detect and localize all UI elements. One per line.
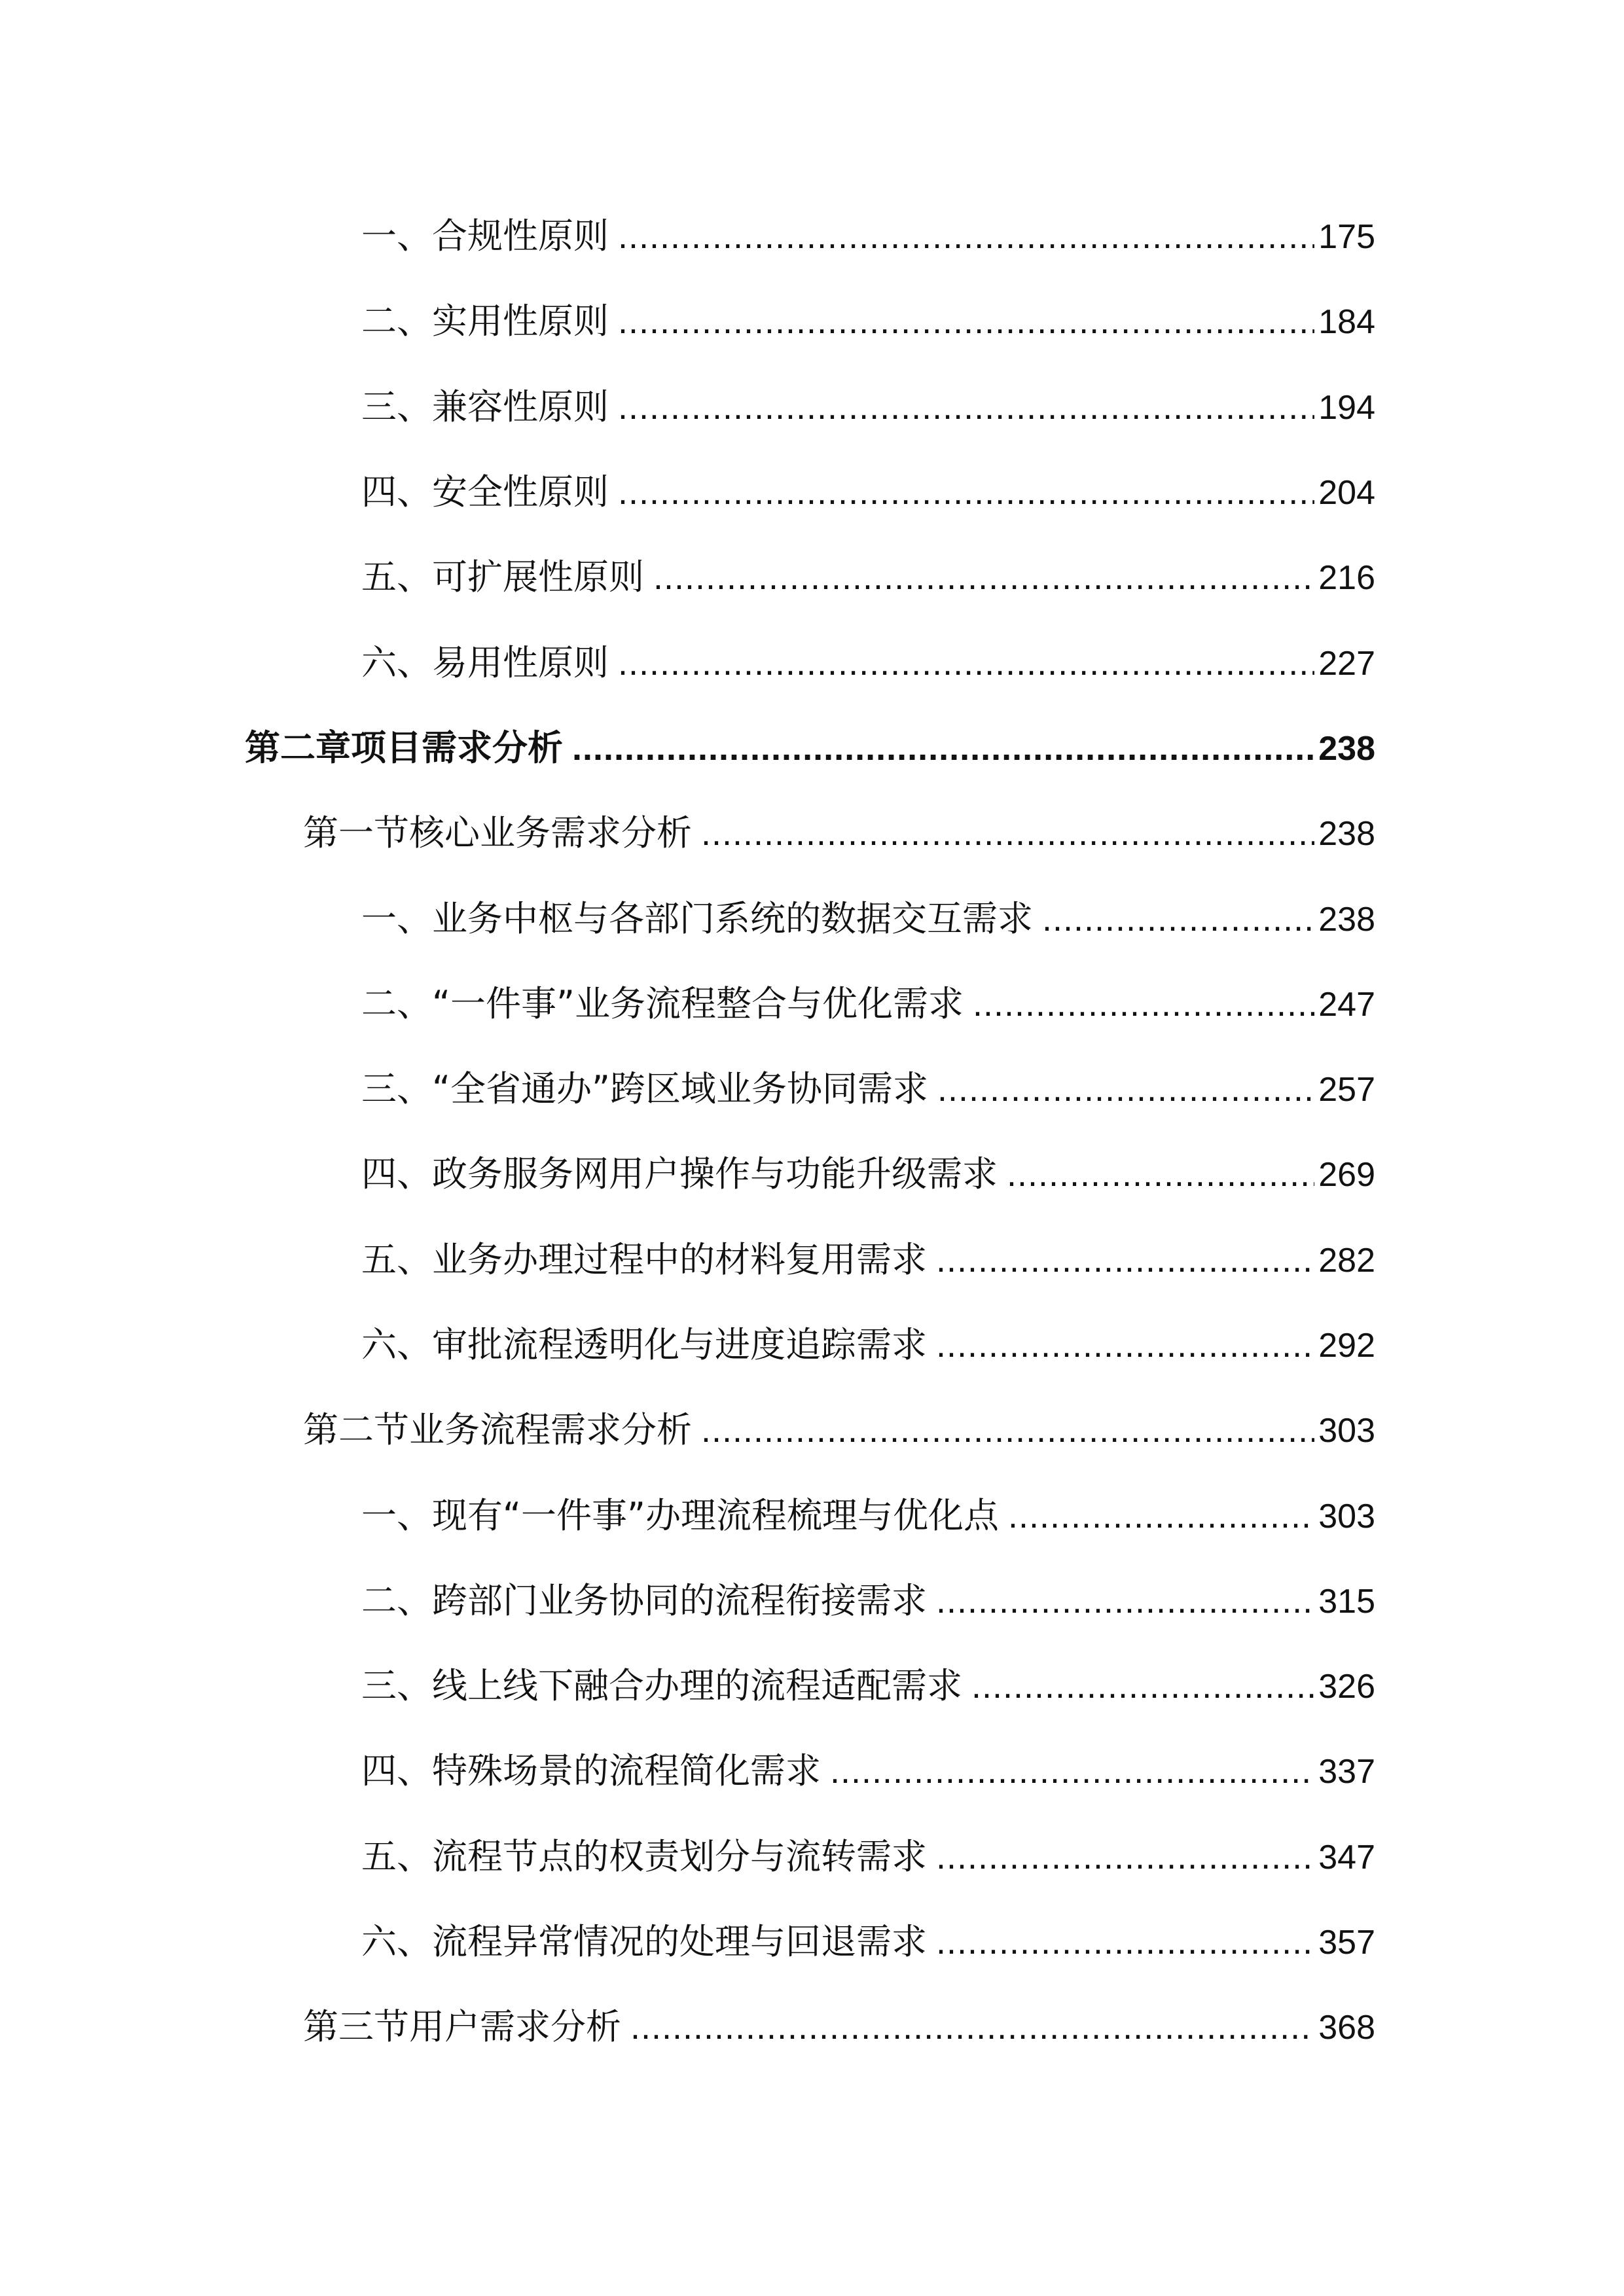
toc-dot-leader bbox=[971, 1668, 1314, 1704]
toc-entry-title: 一、业务中枢与各部门系统的数据交互需求 bbox=[361, 897, 1033, 939]
toc-entry-title: 六、流程异常情况的处理与回退需求 bbox=[361, 1921, 927, 1963]
toc-entry-line bbox=[361, 1153, 1375, 1195]
toc-entry-line bbox=[361, 1068, 1375, 1110]
toc-entry-page-number: 238 bbox=[1318, 900, 1375, 939]
toc-entry-title: 五、流程节点的权责划分与流转需求 bbox=[361, 1835, 927, 1877]
toc-entry-page-number: 204 bbox=[1318, 474, 1375, 512]
toc-entry-page-number: 257 bbox=[1318, 1071, 1375, 1109]
toc-entry-line bbox=[361, 1324, 1375, 1365]
toc-entry-title: 一、现有“一件事”办理流程梳理与优化点 bbox=[361, 1494, 999, 1536]
toc-entry-line bbox=[361, 641, 1375, 683]
toc-entry-title: 四、安全性原则 bbox=[361, 471, 609, 513]
toc-entry[interactable] bbox=[0, 1473, 1624, 1558]
toc-entry-title: 第二章项目需求分析 bbox=[245, 726, 563, 768]
toc-entry-title: 五、可扩展性原则 bbox=[361, 556, 644, 598]
toc-dot-leader bbox=[1007, 1157, 1314, 1192]
toc-entry[interactable] bbox=[0, 961, 1624, 1047]
toc-dot-leader bbox=[701, 1412, 1314, 1448]
toc-entry-title: 三、兼容性原则 bbox=[361, 386, 609, 427]
toc-entry-page-number: 184 bbox=[1318, 303, 1375, 342]
toc-entry[interactable] bbox=[0, 1899, 1624, 1984]
toc-dot-leader bbox=[936, 1583, 1314, 1619]
toc-entry-page-number: 194 bbox=[1318, 388, 1375, 427]
toc-entry[interactable] bbox=[0, 1047, 1624, 1132]
toc-entry-title: 六、易用性原则 bbox=[361, 641, 609, 683]
toc-dot-leader bbox=[830, 1753, 1314, 1789]
toc-dot-leader bbox=[936, 1242, 1314, 1278]
toc-entry-page-number: 315 bbox=[1318, 1582, 1375, 1621]
toc-entry[interactable] bbox=[0, 1302, 1624, 1388]
toc-entry-title: 第一节核心业务需求分析 bbox=[303, 812, 692, 854]
toc-entry-line bbox=[303, 812, 1375, 854]
toc-entry-page-number: 238 bbox=[1318, 815, 1375, 853]
toc-dot-leader bbox=[973, 986, 1314, 1022]
toc-entry[interactable] bbox=[0, 1643, 1624, 1729]
toc-dot-leader bbox=[618, 389, 1314, 425]
toc-entry-title: 二、跨部门业务协同的流程衔接需求 bbox=[361, 1579, 927, 1621]
toc-entry-line bbox=[361, 471, 1375, 513]
toc-entry-page-number: 357 bbox=[1318, 1924, 1375, 1962]
toc-dot-leader bbox=[618, 304, 1314, 339]
toc-entry-page-number: 227 bbox=[1318, 644, 1375, 683]
toc-entry-title: 五、业务办理过程中的材料复用需求 bbox=[361, 1238, 927, 1280]
toc-entry-line bbox=[361, 1579, 1375, 1621]
toc-entry-line bbox=[361, 556, 1375, 598]
toc-entry-title: 二、“一件事”业务流程整合与优化需求 bbox=[361, 982, 964, 1024]
toc-entry[interactable] bbox=[0, 1814, 1624, 1899]
toc-entry[interactable] bbox=[0, 1388, 1624, 1473]
toc-entry-line bbox=[303, 2006, 1375, 2048]
toc-entry-title: 三、线上线下融合办理的流程适配需求 bbox=[361, 1665, 962, 1707]
toc-entry-page-number: 368 bbox=[1318, 2009, 1375, 2047]
toc-entry[interactable] bbox=[0, 1984, 1624, 2070]
toc-entry-line bbox=[361, 215, 1375, 257]
toc-entry-title: 一、合规性原则 bbox=[361, 215, 609, 257]
toc-entry-title: 四、特殊场景的流程简化需求 bbox=[361, 1750, 821, 1792]
toc-entry[interactable] bbox=[0, 194, 1624, 279]
toc-entry[interactable] bbox=[0, 450, 1624, 535]
toc-entry-title: 第二节业务流程需求分析 bbox=[303, 1409, 692, 1451]
toc-dot-leader bbox=[1042, 901, 1314, 937]
toc-dot-leader bbox=[937, 1071, 1314, 1107]
toc-entry-page-number: 303 bbox=[1318, 1412, 1375, 1450]
toc-entry-line bbox=[361, 1494, 1375, 1536]
toc-entry-title: 六、审批流程透明化与进度追踪需求 bbox=[361, 1324, 927, 1365]
toc-entry-page-number: 292 bbox=[1318, 1327, 1375, 1365]
toc-entry-page-number: 337 bbox=[1318, 1753, 1375, 1791]
toc-entry-page-number: 216 bbox=[1318, 559, 1375, 598]
toc-entry-page-number: 238 bbox=[1318, 729, 1375, 768]
toc-dot-leader bbox=[618, 645, 1314, 681]
toc-entry[interactable] bbox=[0, 535, 1624, 620]
toc-dot-leader bbox=[936, 1327, 1314, 1363]
toc-entry-page-number: 269 bbox=[1318, 1156, 1375, 1194]
toc-entry-page-number: 247 bbox=[1318, 985, 1375, 1024]
toc-entry-title: 三、“全省通办”跨区域业务协同需求 bbox=[361, 1068, 928, 1110]
toc-entry-line bbox=[361, 897, 1375, 939]
toc-entry[interactable] bbox=[0, 1217, 1624, 1302]
toc-entry-line bbox=[361, 1835, 1375, 1877]
toc-dot-leader bbox=[1008, 1498, 1314, 1534]
toc-dot-leader bbox=[572, 730, 1314, 766]
toc-dot-leader bbox=[618, 219, 1314, 254]
toc-entry-line bbox=[361, 300, 1375, 342]
toc-entry-title: 第三节用户需求分析 bbox=[303, 2006, 621, 2048]
toc-entry[interactable] bbox=[0, 365, 1624, 450]
toc-entry-title: 四、政务服务网用户操作与功能升级需求 bbox=[361, 1153, 998, 1195]
toc-dot-leader bbox=[630, 2009, 1314, 2045]
toc-entry[interactable] bbox=[0, 1729, 1624, 1814]
toc-entry-line bbox=[361, 1750, 1375, 1792]
toc-entry-title: 二、实用性原则 bbox=[361, 300, 609, 342]
toc-dot-leader bbox=[653, 560, 1314, 595]
toc-entry[interactable] bbox=[0, 791, 1624, 876]
toc-entry-page-number: 326 bbox=[1318, 1668, 1375, 1706]
toc-dot-leader bbox=[701, 816, 1314, 851]
toc-entry[interactable] bbox=[0, 620, 1624, 705]
toc-dot-leader bbox=[936, 1839, 1314, 1874]
toc-entry-line bbox=[361, 1665, 1375, 1707]
toc-dot-leader bbox=[618, 475, 1314, 510]
toc-entry[interactable] bbox=[0, 876, 1624, 961]
toc-entry-line bbox=[361, 1238, 1375, 1280]
toc-dot-leader bbox=[936, 1924, 1314, 1960]
toc-entry-line bbox=[361, 982, 1375, 1024]
toc-entry-line bbox=[361, 1921, 1375, 1963]
toc-entry[interactable] bbox=[0, 1132, 1624, 1217]
toc-entry-line bbox=[361, 386, 1375, 427]
toc-entry-page-number: 175 bbox=[1318, 218, 1375, 257]
toc-entry-line bbox=[245, 726, 1375, 768]
toc-entry-page-number: 303 bbox=[1318, 1497, 1375, 1535]
toc-entry-page-number: 347 bbox=[1318, 1838, 1375, 1876]
toc-entry-line bbox=[303, 1409, 1375, 1451]
table-of-contents bbox=[0, 194, 1624, 2070]
toc-entry[interactable] bbox=[0, 279, 1624, 364]
toc-entry[interactable] bbox=[0, 706, 1624, 791]
toc-entry[interactable] bbox=[0, 1558, 1624, 1643]
toc-entry-page-number: 282 bbox=[1318, 1241, 1375, 1280]
